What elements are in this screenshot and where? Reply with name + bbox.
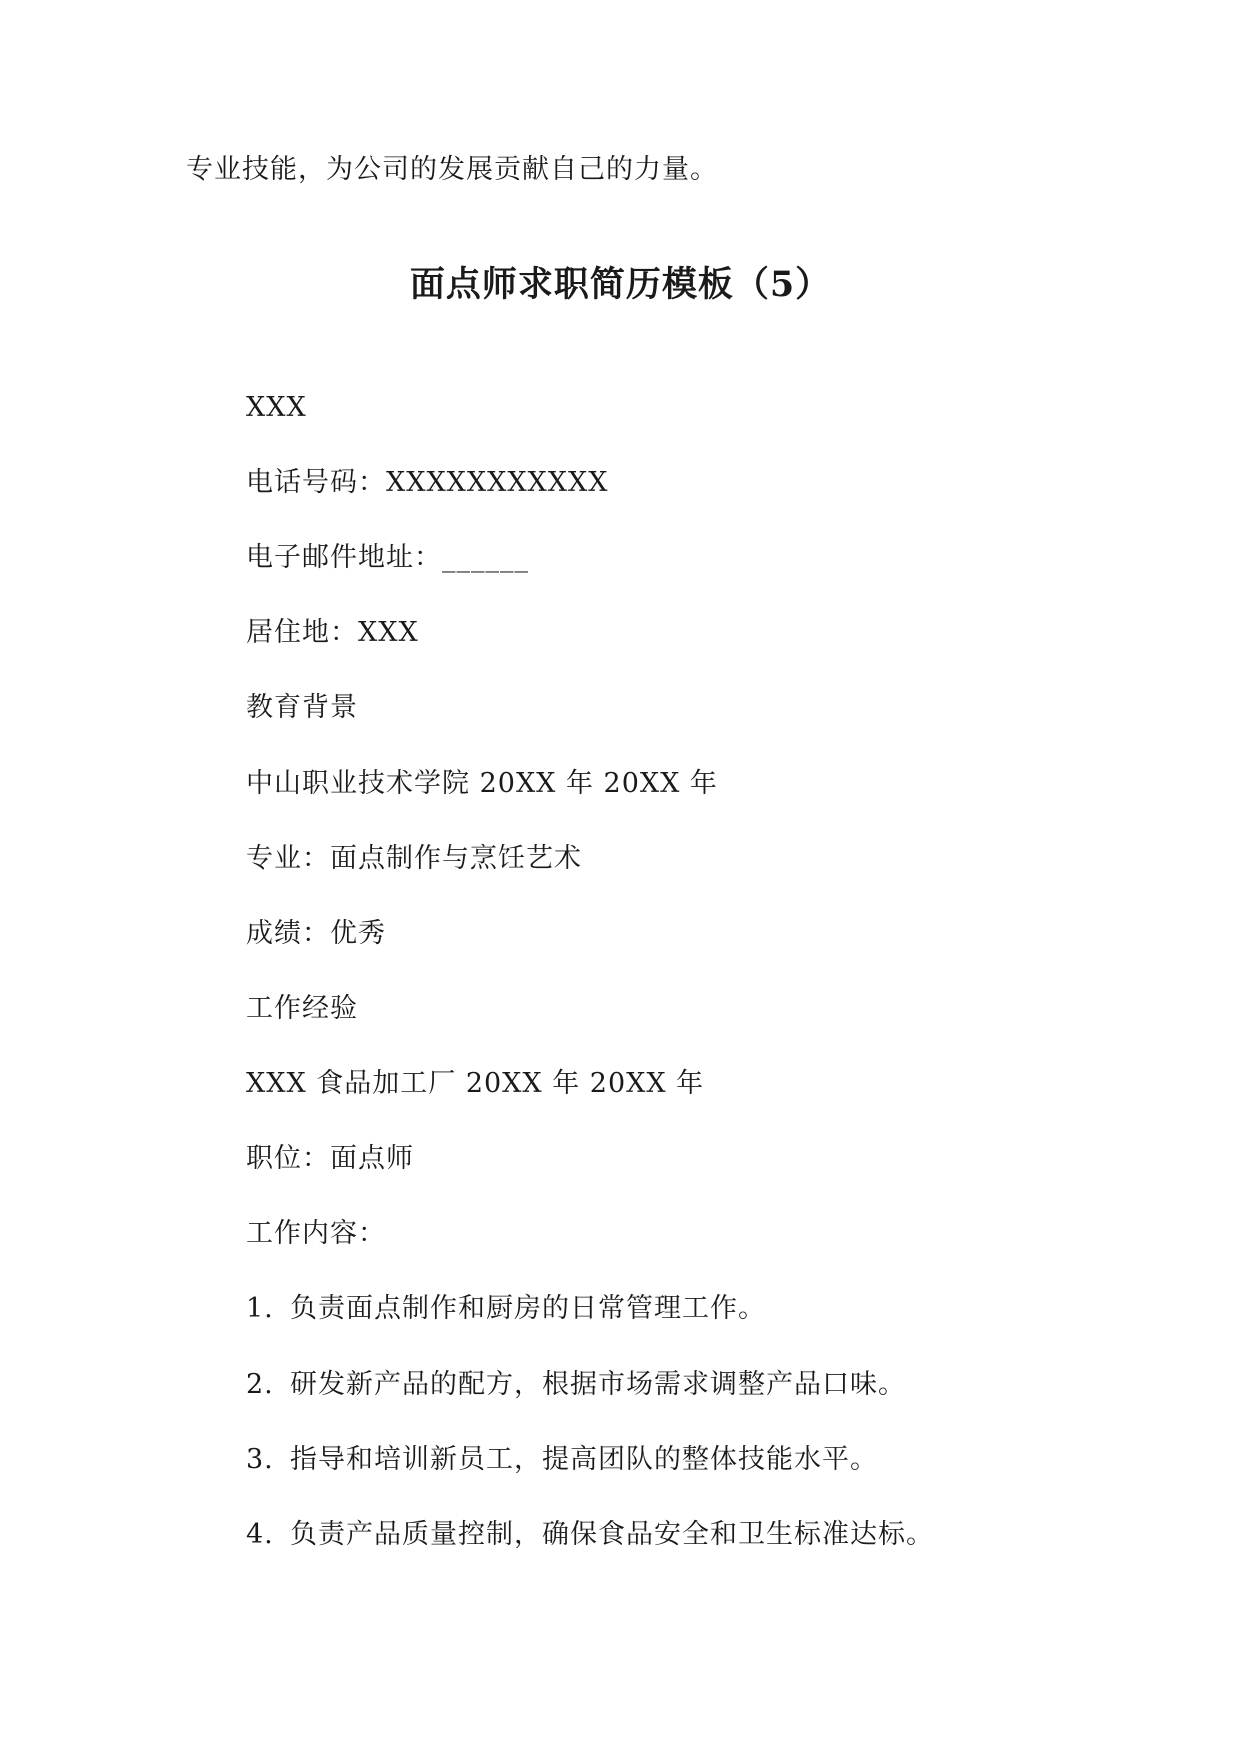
applicant-name: XXX bbox=[246, 392, 307, 423]
list-item-number: 3. bbox=[246, 1444, 274, 1475]
carryover-text: 专业技能，为公司的发展贡献自己的力量。 bbox=[186, 154, 718, 185]
list-item bbox=[246, 1517, 934, 1553]
experience-position: 职位：面点师 bbox=[246, 1143, 414, 1174]
list-item-number: 4. bbox=[246, 1519, 274, 1550]
email-address: 电子邮件地址：______ bbox=[246, 542, 529, 573]
list-item bbox=[246, 1367, 906, 1403]
list-item bbox=[246, 1442, 878, 1478]
list-item-text: 负责面点制作和厨房的日常管理工作。 bbox=[290, 1293, 766, 1324]
experience-employer: XXX 食品加工厂 20XX 年 20XX 年 bbox=[246, 1068, 705, 1099]
education-grade: 成绩：优秀 bbox=[246, 918, 386, 949]
list-item-number: 2. bbox=[246, 1369, 274, 1400]
list-item-text: 研发新产品的配方，根据市场需求调整产品口味。 bbox=[290, 1369, 906, 1400]
residence: 居住地：XXX bbox=[246, 617, 419, 648]
experience-duties-label: 工作内容： bbox=[246, 1218, 386, 1249]
section-heading-education: 教育背景 bbox=[246, 692, 358, 723]
education-school: 中山职业技术学院 20XX 年 20XX 年 bbox=[246, 768, 718, 799]
list-item-number: 1. bbox=[246, 1293, 274, 1324]
education-major: 专业：面点制作与烹饪艺术 bbox=[246, 843, 582, 874]
section-heading-experience: 工作经验 bbox=[246, 993, 358, 1024]
list-item bbox=[246, 1291, 766, 1327]
list-item-text: 指导和培训新员工，提高团队的整体技能水平。 bbox=[290, 1444, 878, 1475]
list-item-text: 负责产品质量控制，确保食品安全和卫生标准达标。 bbox=[290, 1519, 934, 1550]
phone-number: 电话号码：XXXXXXXXXXX bbox=[246, 467, 609, 498]
document-title: 面点师求职简历模板（5） bbox=[409, 264, 832, 305]
